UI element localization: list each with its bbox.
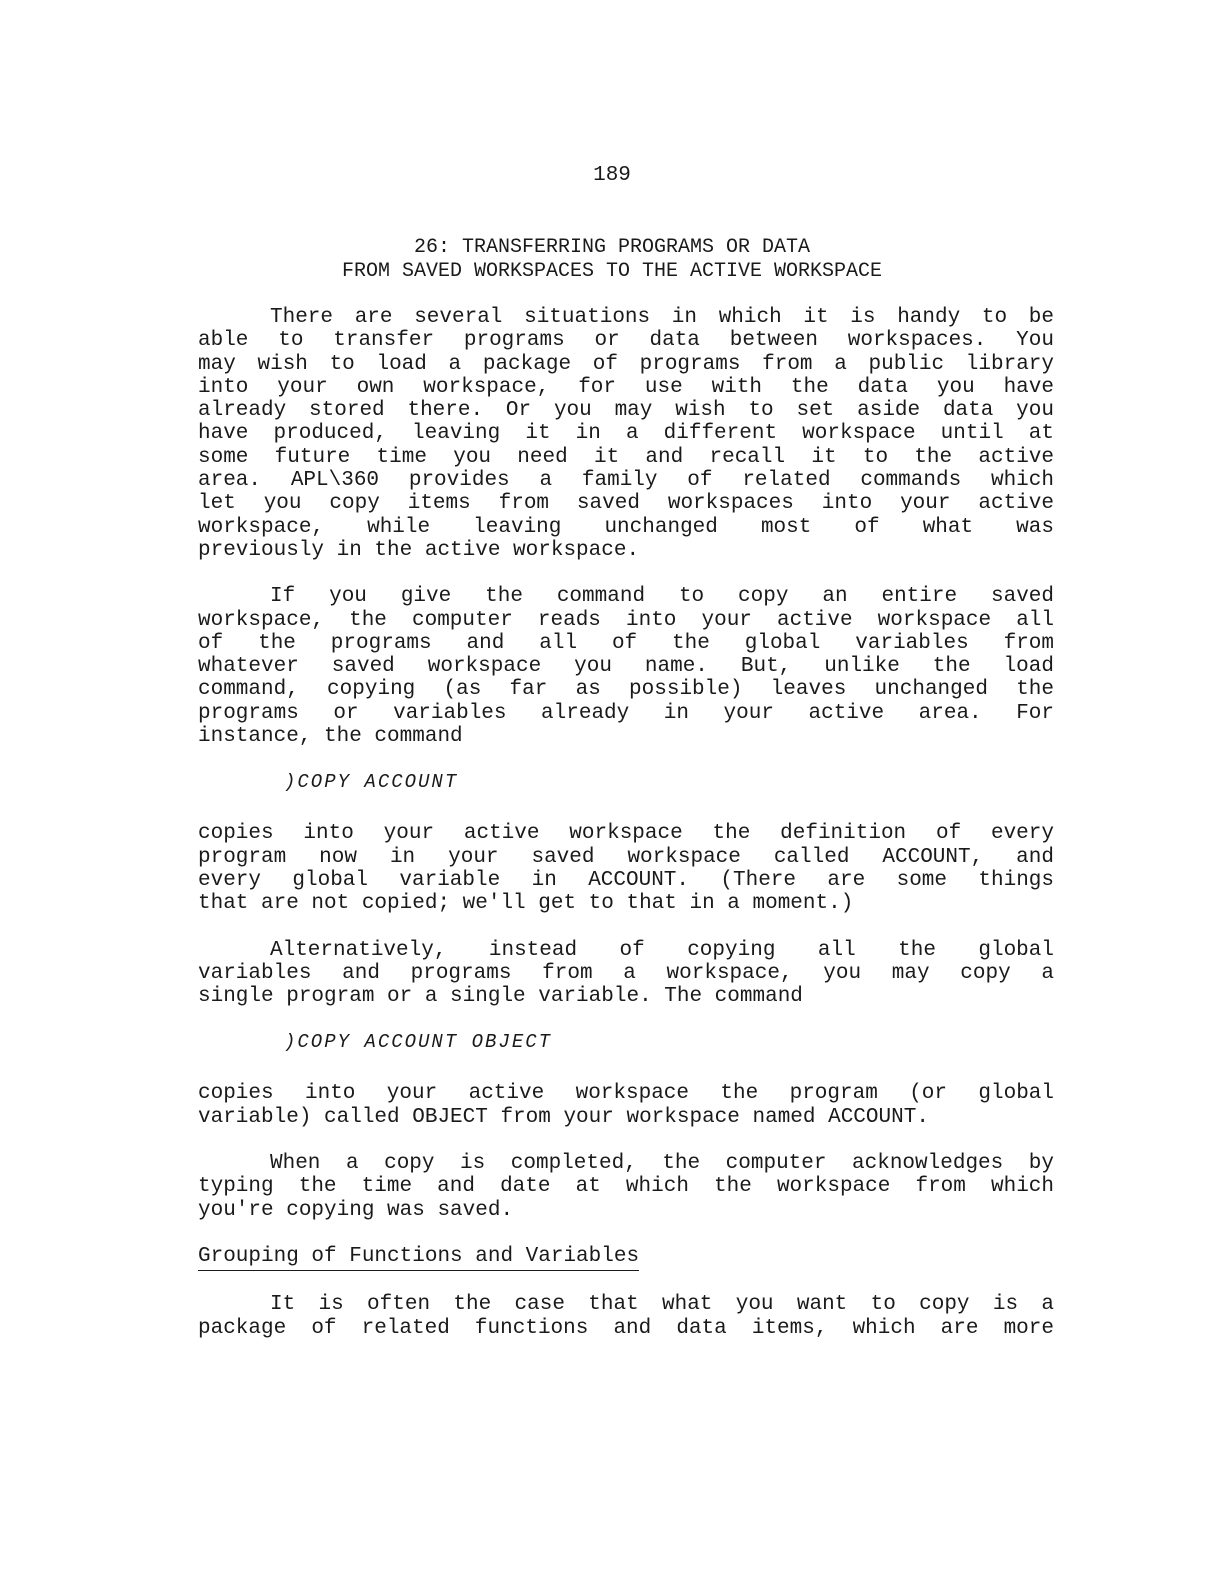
- paragraph-intro: [198, 306, 1054, 562]
- paragraph-copies-object: [198, 1082, 1054, 1129]
- chapter-heading-line-1: 26: TRANSFERRING PROGRAMS OR DATA: [413, 236, 811, 259]
- text-line: already stored there. Or you may wish to set aside data you: [198, 399, 1054, 423]
- section-title: Grouping of Functions and Variables: [198, 1245, 639, 1271]
- paragraph-grouping: [198, 1293, 1054, 1340]
- text-line: of the programs and all of the global variables from: [198, 631, 1054, 655]
- text-line: every global variable in ACCOUNT. (There are some things: [198, 868, 1054, 892]
- text-line: let you copy items from saved workspaces into your active: [198, 492, 1054, 516]
- text-line: workspace, while leaving unchanged most of what was: [198, 515, 1054, 539]
- text-line: It is often the case that what you want to copy is a: [270, 1293, 1054, 1317]
- text-line: into your own workspace, for use with the data you have: [198, 375, 1054, 399]
- text-line: Alternatively, instead of copying all the global: [270, 938, 1054, 962]
- text-line: some future time you need it and recall it to the active: [198, 445, 1054, 469]
- text-line: instance, the command: [198, 725, 463, 749]
- command-copy-account: )COPY ACCOUNT: [284, 771, 459, 794]
- text-line: previously in the active workspace.: [198, 538, 640, 562]
- paragraph-copies-into: [198, 822, 1054, 915]
- text-line: programs or variables already in your active area. For: [198, 701, 1054, 725]
- text-line: package of related functions and data items, which are more: [198, 1316, 1054, 1340]
- chapter-heading: [0, 236, 1224, 284]
- text-line: There are several situations in which it is handy to be: [270, 306, 1054, 329]
- text-line: workspace, the computer reads into your active workspace all: [198, 608, 1054, 632]
- paragraph-acknowledges: [198, 1152, 1054, 1222]
- text-line: variables and programs from a workspace, you may copy a: [198, 961, 1054, 985]
- text-line: variable) called OBJECT from your workspace named ACCOUNT.: [198, 1105, 929, 1129]
- text-line: typing the time and date at which the workspace from which: [198, 1175, 1054, 1199]
- text-line: program now in your saved workspace called ACCOUNT, and: [198, 845, 1054, 869]
- text-line: If you give the command to copy an entire saved: [270, 585, 1054, 609]
- body-text: [198, 306, 1054, 1363]
- text-line: single program or a single variable. The command: [198, 985, 803, 1009]
- text-line: copies into your active workspace the program (or global: [198, 1082, 1054, 1106]
- text-line: whatever saved workspace you name. But, unlike the load: [198, 655, 1054, 679]
- paragraph-copy-entire: [198, 585, 1054, 748]
- paragraph-alternatively: [198, 939, 1054, 1009]
- text-line: copies into your active workspace the definition of every: [198, 822, 1054, 846]
- chapter-heading-line-2: FROM SAVED WORKSPACES TO THE ACTIVE WORKSPACE: [341, 260, 883, 283]
- text-line: able to transfer programs or data between workspaces. You: [198, 329, 1054, 353]
- command-copy-account-object: )COPY ACCOUNT OBJECT: [284, 1031, 553, 1054]
- page-number: 189: [593, 164, 631, 187]
- text-line: area. APL\360 provides a family of related commands which: [198, 469, 1054, 493]
- text-line: may wish to load a package of programs from a public library: [198, 352, 1054, 376]
- text-line: command, copying (as far as possible) leaves unchanged the: [198, 678, 1054, 702]
- text-line: have produced, leaving it in a different workspace until at: [198, 422, 1054, 446]
- text-line: that are not copied; we'll get to that in a moment.): [198, 892, 854, 916]
- text-line: When a copy is completed, the computer acknowledges by: [270, 1152, 1054, 1176]
- text-line: you're copying was saved.: [198, 1198, 514, 1222]
